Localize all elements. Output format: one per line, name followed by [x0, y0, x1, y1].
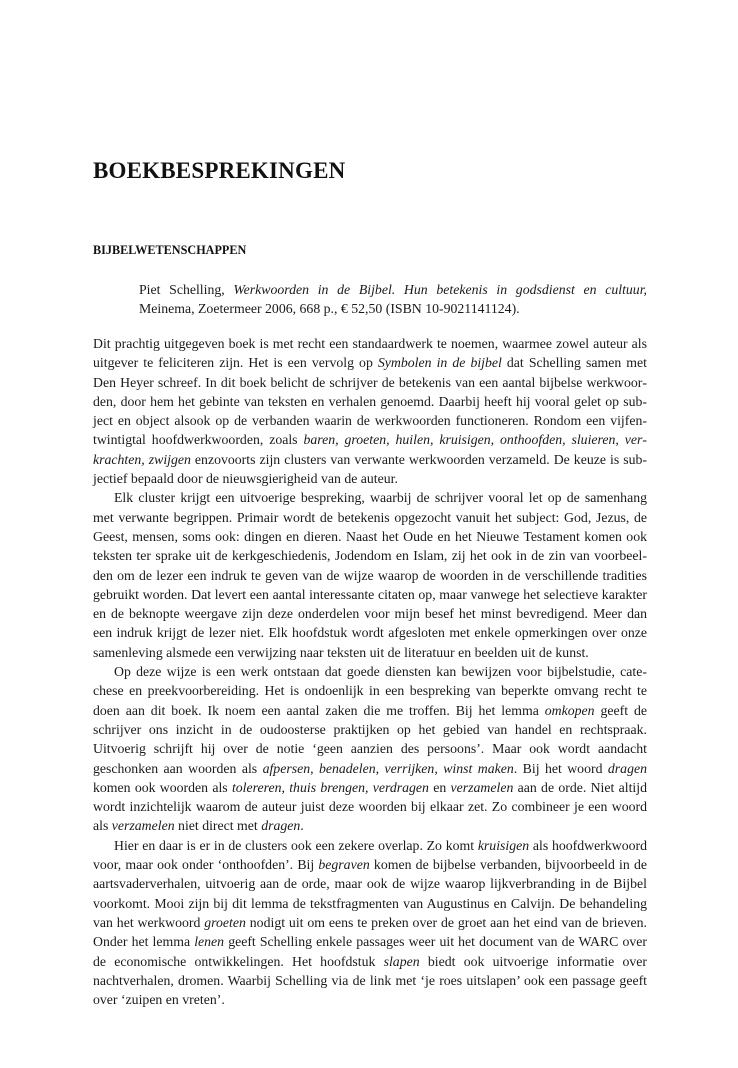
section-heading: BIJBELWETENSCHAPPEN — [93, 243, 247, 257]
italic-text: baren, groeten, huilen, kruisigen, onthoofden, sluieren, verkrachten, zwijgen — [93, 432, 647, 467]
italic-text: lenen — [194, 934, 225, 950]
paragraph-text: aan de orde. Niet altijd wordt inzichtelijk waarom de auteur juist deze woorden bij elkaar zet. Zo combineer je een woord als — [93, 779, 647, 834]
paragraph-text: Elk cluster krijgt een uitvoerige bespreking, waarbij de schrijver vooral let op de samenhang met verwante begrippen. Primair wordt de betekenis opgezocht vanuit het subject: God, Jezus, de Geest, mensen, soms ook: dingen en dieren. Naast het Oude en het Nieuwe Testament komen ook teksten ter sprake uit de kerkgeschiedenis, Jodendom en Islam, zij het ook in de zin van voorbeelden om de lezer een indruk te geven van de wijze waarop de woorden in de verschillende tradities gebruikt worden. Dat levert een aantal interessante citaten op, maar vanwege het selectieve karakter en de beknopte weergave zijn deze onderdelen voor mijn besef het minst bevredigend. Meer dan een indruk krijgt de lezer niet. Elk hoofdstuk wordt afgesloten met enkele opmerkingen over onze samenleving alsmede een verwijzing naar teksten uit de literatuur en beelden uit de kunst. — [93, 490, 647, 660]
italic-text: verzamelen — [111, 818, 175, 834]
paragraph-text: niet direct met — [174, 818, 262, 834]
reference-publication-details: Meinema, Zoetermeer 2006, 668 p., € 52,50 (ISBN 10-9021141124). — [139, 301, 520, 317]
paragraph-text: geeft Schelling enkele passages weer uit het document van de WARC over de economische ontwikkelingen. Het hoofdstuk — [93, 934, 648, 969]
italic-text: afpersen, benadelen, verrijken, winst maken — [262, 760, 514, 776]
body-paragraph — [93, 334, 647, 488]
body-paragraph — [93, 662, 647, 836]
review-body — [93, 334, 647, 1009]
italic-text: begraven — [318, 857, 370, 873]
paragraph-text: . Bij het woord — [513, 760, 608, 776]
book-reference — [139, 280, 647, 319]
paragraph-text: biedt ook uitvoerige informatie over nachtverhalen, dromen. Waarbij Schelling via de link met ‘je roes uitslapen’ ook een passage geeft over ‘zuipen en vreten’. — [93, 953, 647, 1008]
paragraph-text: . — [300, 818, 304, 834]
body-paragraph — [93, 488, 647, 662]
italic-text: dragen — [607, 760, 647, 776]
paragraph-text: Dit prachtig uitgegeven boek is met recht een standaardwerk te noemen, waarmee zowel auteur als uitgever te feliciteren zijn. Het is een vervolg op — [93, 336, 647, 371]
paragraph-text: nodigt uit om eens te preken over de groet aan het eind van de brieven. Onder het lemma — [93, 914, 647, 950]
paragraph-text: dat Schelling samen met Den Heyer schreef. In dit boek belicht de schrijver de betekenis van een aantal bijbelse werkwoorden, door hem het gebinte van teksten en verhalen genoemd. Daarbij heeft hij vooral gelet op subject en object alsook op de verbanden waarin de werkwoorden functioneren. Rondom een vijfentwintigtal hoofdwerkwoorden, zoals — [93, 355, 647, 448]
italic-text: omkopen — [544, 702, 595, 718]
paragraph-text: komen ook woorden als — [93, 779, 232, 795]
paragraph-text: en — [428, 779, 451, 795]
italic-text: kruisigen — [477, 837, 530, 853]
paragraph-text: als hoofdwerkwoord voor, maar ook onder ‘onthoofden’. Bij — [93, 837, 648, 873]
paragraph-text: Op deze wijze is een werk ontstaan dat goede diensten kan bewijzen voor bijbelstudie, catechese en preekvoorbereiding. Het is ondoenlijk in een bespreking van beperkte omvang recht te doen aan dit boek. Ik noem een aantal zaken die me troffen. Bij het lemma — [93, 664, 647, 718]
italic-text: groeten — [204, 914, 246, 930]
paragraph-text: komen de bijbelse verbanden, bijvoorbeeld in de aartsvaderverhalen, uitvoerig aan de orde, maar ook de wijze waarop lijkverbranding in de Bijbel voorkomt. Mooi zijn bij dit lemma de tekstfragmenten van Augustinus en Calvijn. De behandeling van het werkwoord — [93, 857, 647, 930]
body-paragraph — [93, 836, 647, 1010]
paragraph-text: geeft de schrijver ons inzicht in de oudoosterse praktijken op het gebied van handel en rechtspraak. Uitvoerig schrijft hij over de notie ‘geen aanzien des persoons’. Maar ook wordt aandacht geschonken aan woorden als — [93, 702, 647, 776]
italic-text: Symbolen in de bijbel — [377, 355, 502, 371]
reference-author: Piet Schelling, — [139, 282, 234, 297]
italic-text: verzamelen — [450, 779, 514, 795]
paragraph-text: Hier en daar is er in de clusters ook een zekere overlap. Zo komt — [114, 837, 478, 853]
italic-text: tolereren, thuis brengen, verdragen — [231, 779, 429, 795]
paragraph-text: enzovoorts zijn clusters van verwante werkwoorden verzameld. De keuze is subjectief bepaald door de nieuwsgierigheid van de auteur. — [93, 451, 648, 487]
page-title: BOEKBESPREKINGEN — [93, 158, 346, 183]
italic-text: dragen — [261, 818, 301, 834]
italic-text: slapen — [383, 953, 420, 969]
reference-book-title: Werkwoorden in de Bijbel. Hun betekenis in godsdienst en cultuur, — [233, 282, 647, 297]
